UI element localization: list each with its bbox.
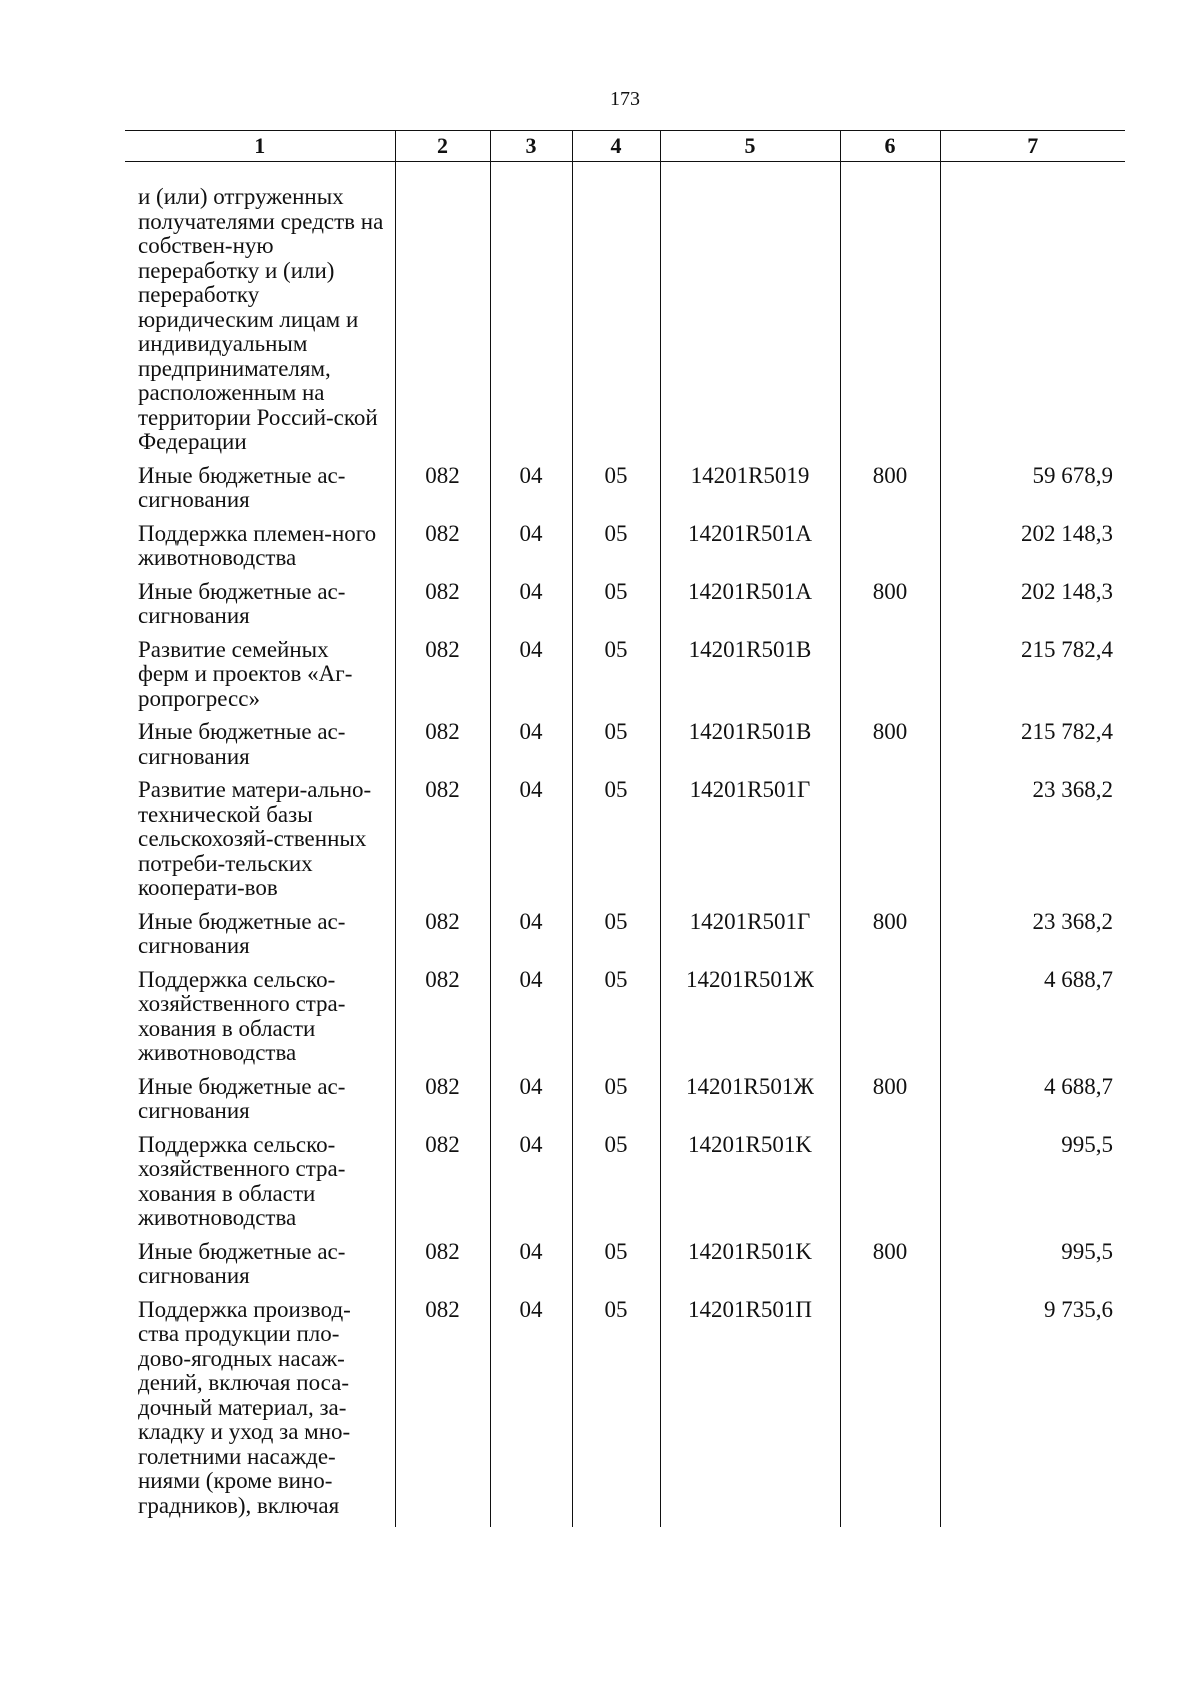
cell-subsection: 05 bbox=[572, 1298, 660, 1528]
header-col-4: 4 bbox=[572, 131, 660, 162]
cell-amount: 202 148,3 bbox=[940, 522, 1125, 580]
table-row bbox=[125, 464, 1125, 522]
cell-subsection: 05 bbox=[572, 638, 660, 721]
cell-section: 04 bbox=[490, 720, 572, 778]
budget-table bbox=[125, 130, 1125, 1527]
cell-section: 04 bbox=[490, 580, 572, 638]
cell-description: Иные бюджетные ас-сигнования bbox=[138, 1238, 346, 1288]
cell-description: Развитие матери-ально-технической базы сельскохозяй-ственных потреби-тельских кооперати-вов bbox=[138, 777, 372, 900]
cell-subsection: 05 bbox=[572, 1240, 660, 1298]
table-header bbox=[125, 131, 1125, 162]
cell-target-article: 14201R5019 bbox=[660, 464, 840, 522]
cell-description: Поддержка племен-ного животноводства bbox=[138, 520, 377, 570]
cell-amount: 202 148,3 bbox=[940, 580, 1125, 638]
cell-description: Поддержка производ-ства продукции пло-дово-ягодных насаж-дений, включая поса-дочный материал, за-кладку и уход за мно-голетними насажде-ниями (кроме вино-градников), включая bbox=[138, 1296, 351, 1518]
cell-ministry-code: 082 bbox=[395, 1075, 490, 1133]
cell-subsection: 05 bbox=[572, 778, 660, 910]
cell-amount: 215 782,4 bbox=[940, 638, 1125, 721]
cell-target-article: 14201R501K bbox=[660, 1240, 840, 1298]
cell-expense-type: 800 bbox=[840, 580, 940, 638]
cell-expense-type bbox=[840, 522, 940, 580]
cell-expense-type: 800 bbox=[840, 720, 940, 778]
cell-description: и (или) отгруженных получателями средств на собствен-ную переработку и (или) переработку юридическим лицам и индивидуальным предпринимателям, расположенным на территории Россий-ской Федерации bbox=[138, 184, 384, 454]
cell-ministry-code: 082 bbox=[395, 720, 490, 778]
cell-expense-type: 800 bbox=[840, 464, 940, 522]
cell-subsection: 05 bbox=[572, 720, 660, 778]
page-number: 173 bbox=[610, 88, 640, 110]
cell-description: Иные бюджетные ас-сигнования bbox=[138, 462, 346, 512]
cell-expense-type bbox=[840, 1298, 940, 1528]
cell-target-article: 14201R501Ж bbox=[660, 968, 840, 1075]
table-row bbox=[125, 910, 1125, 968]
cell-expense-type bbox=[840, 778, 940, 910]
header-col-5: 5 bbox=[660, 131, 840, 162]
cell-ministry-code: 082 bbox=[395, 968, 490, 1075]
cell-amount: 9 735,6 bbox=[940, 1298, 1125, 1528]
cell-ministry-code: 082 bbox=[395, 580, 490, 638]
cell-target-article: 14201R501Г bbox=[660, 778, 840, 910]
cell-section: 04 bbox=[490, 1298, 572, 1528]
cell-description: Иные бюджетные ас-сигнования bbox=[138, 908, 346, 958]
cell-section: 04 bbox=[490, 522, 572, 580]
cell-target-article: 14201R501A bbox=[660, 580, 840, 638]
cell-expense-type: 800 bbox=[840, 1240, 940, 1298]
cell-subsection: 05 bbox=[572, 1075, 660, 1133]
table-row bbox=[125, 162, 1125, 464]
cell-target-article: 14201R501B bbox=[660, 720, 840, 778]
cell-description: Развитие семейных ферм и проектов «Аг-ропрогресс» bbox=[138, 636, 353, 711]
cell-target-article: 14201R501B bbox=[660, 638, 840, 721]
cell-subsection: 05 bbox=[572, 968, 660, 1075]
cell-section bbox=[490, 162, 572, 464]
cell-expense-type bbox=[840, 162, 940, 464]
cell-amount: 23 368,2 bbox=[940, 910, 1125, 968]
table-row bbox=[125, 1240, 1125, 1298]
cell-target-article: 14201R501K bbox=[660, 1133, 840, 1240]
cell-expense-type bbox=[840, 638, 940, 721]
cell-amount bbox=[940, 162, 1125, 464]
cell-amount: 995,5 bbox=[940, 1133, 1125, 1240]
cell-target-article: 14201R501Ж bbox=[660, 1075, 840, 1133]
cell-description: Иные бюджетные ас-сигнования bbox=[138, 578, 346, 628]
cell-ministry-code: 082 bbox=[395, 778, 490, 910]
table-row bbox=[125, 720, 1125, 778]
cell-subsection: 05 bbox=[572, 522, 660, 580]
cell-description: Поддержка сельско-хозяйственного стра-хования в области животноводства bbox=[138, 966, 346, 1065]
table-row bbox=[125, 638, 1125, 721]
cell-section: 04 bbox=[490, 968, 572, 1075]
cell-amount: 23 368,2 bbox=[940, 778, 1125, 910]
cell-amount: 4 688,7 bbox=[940, 1075, 1125, 1133]
cell-ministry-code: 082 bbox=[395, 464, 490, 522]
cell-ministry-code: 082 bbox=[395, 910, 490, 968]
cell-subsection bbox=[572, 162, 660, 464]
table-row bbox=[125, 522, 1125, 580]
cell-subsection: 05 bbox=[572, 464, 660, 522]
cell-ministry-code: 082 bbox=[395, 638, 490, 721]
cell-target-article: 14201R501Г bbox=[660, 910, 840, 968]
cell-section: 04 bbox=[490, 1240, 572, 1298]
table-row bbox=[125, 580, 1125, 638]
cell-section: 04 bbox=[490, 910, 572, 968]
table-row bbox=[125, 1075, 1125, 1133]
cell-expense-type bbox=[840, 1133, 940, 1240]
cell-amount: 215 782,4 bbox=[940, 720, 1125, 778]
cell-expense-type: 800 bbox=[840, 910, 940, 968]
cell-description: Поддержка сельско-хозяйственного стра-хования в области животноводства bbox=[138, 1131, 346, 1230]
cell-ministry-code: 082 bbox=[395, 1298, 490, 1528]
table-row bbox=[125, 1133, 1125, 1240]
cell-subsection: 05 bbox=[572, 1133, 660, 1240]
header-row bbox=[125, 131, 1125, 162]
cell-target-article bbox=[660, 162, 840, 464]
cell-expense-type: 800 bbox=[840, 1075, 940, 1133]
header-col-6: 6 bbox=[840, 131, 940, 162]
cell-subsection: 05 bbox=[572, 580, 660, 638]
cell-section: 04 bbox=[490, 1133, 572, 1240]
cell-section: 04 bbox=[490, 778, 572, 910]
table-row bbox=[125, 968, 1125, 1075]
cell-amount: 4 688,7 bbox=[940, 968, 1125, 1075]
header-col-2: 2 bbox=[395, 131, 490, 162]
cell-subsection: 05 bbox=[572, 910, 660, 968]
cell-description: Иные бюджетные ас-сигнования bbox=[138, 719, 346, 769]
cell-target-article: 14201R501A bbox=[660, 522, 840, 580]
cell-amount: 59 678,9 bbox=[940, 464, 1125, 522]
cell-section: 04 bbox=[490, 464, 572, 522]
table-body bbox=[125, 162, 1125, 1528]
budget-table-container bbox=[125, 130, 1125, 1527]
header-col-3: 3 bbox=[490, 131, 572, 162]
cell-description: Иные бюджетные ас-сигнования bbox=[138, 1073, 346, 1123]
cell-ministry-code bbox=[395, 162, 490, 464]
cell-ministry-code: 082 bbox=[395, 522, 490, 580]
cell-expense-type bbox=[840, 968, 940, 1075]
header-col-7: 7 bbox=[940, 131, 1125, 162]
cell-amount: 995,5 bbox=[940, 1240, 1125, 1298]
cell-ministry-code: 082 bbox=[395, 1240, 490, 1298]
table-row bbox=[125, 1298, 1125, 1528]
header-col-1: 1 bbox=[125, 131, 395, 162]
cell-section: 04 bbox=[490, 638, 572, 721]
cell-section: 04 bbox=[490, 1075, 572, 1133]
cell-target-article: 14201R501П bbox=[660, 1298, 840, 1528]
cell-ministry-code: 082 bbox=[395, 1133, 490, 1240]
table-row bbox=[125, 778, 1125, 910]
